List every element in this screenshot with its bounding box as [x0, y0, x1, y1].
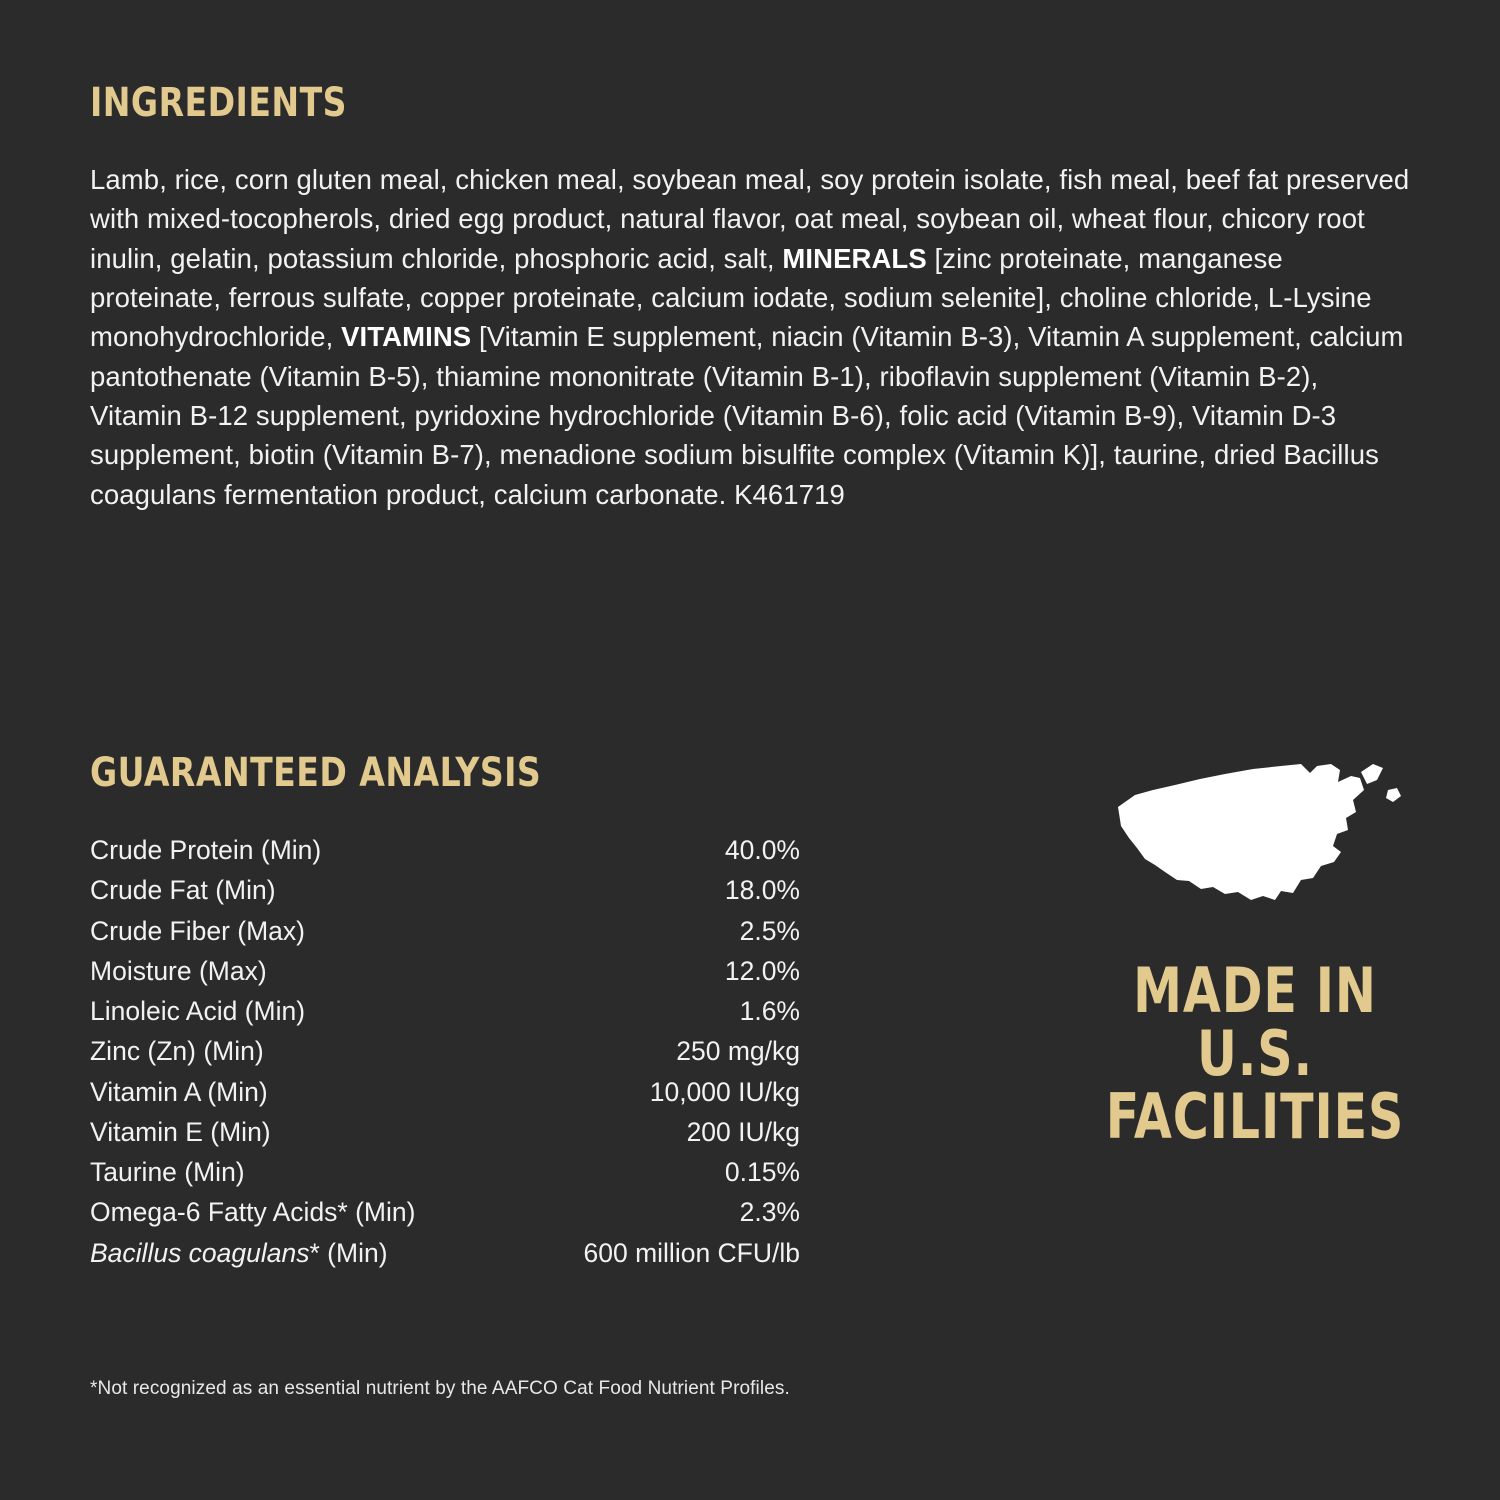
guaranteed-analysis-row	[90, 1192, 800, 1232]
nutrient-value: 12.0%	[724, 955, 800, 986]
nutrient-value: 2.3%	[739, 1197, 800, 1228]
guaranteed-analysis-row	[90, 1152, 800, 1192]
nutrient-label-text: Crude Fat (Min)	[90, 875, 276, 906]
guaranteed-analysis-row	[90, 1233, 800, 1273]
guaranteed-analysis-row	[90, 870, 800, 910]
made-in-usa-badge	[1045, 760, 1465, 1154]
guaranteed-analysis-row	[90, 911, 800, 951]
guaranteed-analysis-section	[90, 750, 1410, 1273]
nutrient-label-text: Taurine (Min)	[90, 1157, 245, 1188]
usa-map-icon	[1105, 760, 1405, 945]
nutrient-label	[90, 1192, 540, 1232]
ingredients-text-1: Lamb, rice, corn gluten meal, chicken meal, soybean meal, soy protein isolate, fish meal, beef fat preserved with mixed-tocopherols, dried egg product, natural flavor, oat meal, soybean oil, wheat flour, chicory root inulin, gelatin, potassium chloride, phosphoric acid, salt,	[90, 164, 1410, 274]
aafco-footnote: *Not recognized as an essential nutrient by the AAFCO Cat Food Nutrient Profiles.	[90, 1378, 790, 1399]
nutrient-label-text: Crude Fiber (Max)	[90, 915, 305, 946]
ingredients-text-2: [zinc proteinate, manganese proteinate, ferrous sulfate, copper proteinate, calcium iodate, sodium selenite], choline chloride, L-Lysine monohydrochloride,	[90, 242, 1372, 353]
nutrient-label-text: Linoleic Acid (Min)	[90, 996, 306, 1027]
made-in-usa-line-1: MADE IN	[1133, 954, 1377, 1027]
nutrient-label-text: * (Min)	[309, 1237, 388, 1268]
nutrient-label	[90, 951, 540, 991]
nutrient-value: 2.5%	[739, 915, 800, 946]
guaranteed-analysis-row	[90, 991, 800, 1031]
nutrient-value: 250 mg/kg	[676, 1036, 800, 1067]
nutrient-label-text: Zinc (Zn) (Min)	[90, 1036, 264, 1067]
guaranteed-analysis-table	[90, 830, 800, 1273]
nutrient-label-italic: Bacillus coagulans	[90, 1237, 310, 1268]
nutrient-label	[90, 1152, 540, 1192]
nutrient-value: 0.15%	[724, 1157, 800, 1188]
nutrient-label-text: Crude Protein (Min)	[90, 835, 322, 865]
nutrient-value: 200 IU/kg	[686, 1116, 800, 1147]
nutrient-label	[90, 1233, 540, 1273]
nutrient-value: 40.0%	[724, 835, 800, 865]
nutrient-label	[90, 911, 540, 951]
guaranteed-analysis-row	[90, 951, 800, 991]
guaranteed-analysis-row	[90, 1112, 800, 1152]
nutrient-value: 18.0%	[724, 875, 800, 906]
nutrient-label	[90, 1031, 540, 1071]
guaranteed-analysis-row	[90, 1072, 800, 1112]
ingredients-text-3: [Vitamin E supplement, niacin (Vitamin B-3), Vitamin A supplement, calcium pantothenate (Vitamin B-5), thiamine mononitrate (Vitamin B-1), riboflavin supplement (Vitamin B-2), Vitamin B-12 supplement, pyridoxine hydrochloride (Vitamin B-6), folic acid (Vitamin B-9), Vitamin D-3 supplement, biotin (Vitamin B-7), menadione sodium bisulfite complex (Vitamin K)], taurine, dried Bacillus coagulans fermentation product, calcium carbonate. K461719	[90, 321, 1404, 510]
made-in-usa-line-2: U.S.	[1196, 1017, 1314, 1091]
ingredients-minerals-label: MINERALS	[782, 242, 927, 274]
nutrient-label-text: Vitamin E (Min)	[90, 1116, 271, 1147]
nutrient-label	[90, 830, 540, 870]
nutrient-value: 10,000 IU/kg	[649, 1076, 800, 1107]
guaranteed-analysis-heading: GUARANTEED ANALYSIS	[90, 750, 542, 796]
nutrient-label	[90, 991, 540, 1031]
nutrient-label-text: Moisture (Max)	[90, 955, 267, 986]
guaranteed-analysis-columns	[90, 830, 1410, 1273]
made-in-usa-line-3: FACILITIES	[1105, 1080, 1405, 1154]
nutrient-value: 600 million CFU/lb	[583, 1237, 800, 1268]
ingredients-heading: INGREDIENTS	[90, 80, 347, 126]
nutrient-label	[90, 1072, 540, 1112]
nutrient-label	[90, 1112, 540, 1152]
nutrient-value: 1.6%	[739, 996, 800, 1027]
guaranteed-analysis-row	[90, 830, 800, 870]
nutrient-label-text: Omega-6 Fatty Acids* (Min)	[90, 1197, 416, 1228]
guaranteed-analysis-row	[90, 1031, 800, 1071]
ingredients-paragraph	[90, 160, 1410, 514]
nutrient-label-text: Vitamin A (Min)	[90, 1076, 268, 1107]
ingredients-vitamins-label: VITAMINS	[341, 321, 472, 353]
nutrient-label	[90, 870, 540, 910]
